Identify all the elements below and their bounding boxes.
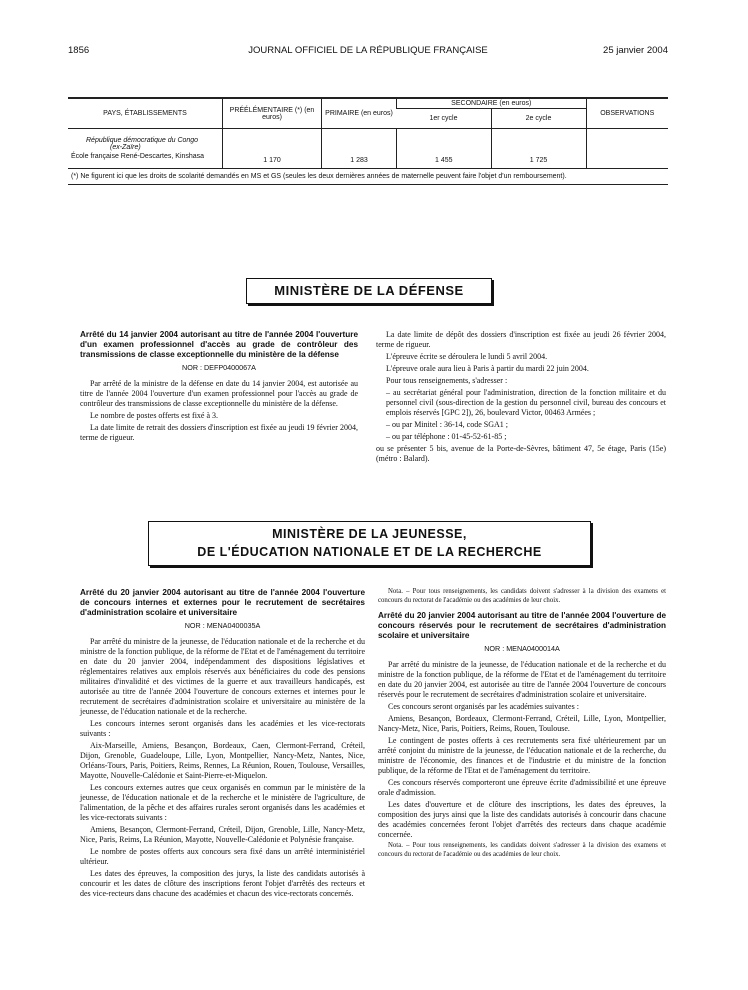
- paragraph: Le nombre de postes offerts est fixé à 3.: [90, 411, 219, 420]
- col-cycle1-header: 1er cycle: [429, 115, 458, 122]
- page-number: 1856: [68, 45, 90, 56]
- ministry-education-heading: [148, 521, 591, 566]
- table-footnote: (*) Ne figurent ici que les droits de scolarité demandés en MS et GS (seules les deux dernières années de maternelle peuvent faire l'objet d'un remboursement).: [68, 169, 668, 185]
- arrete-defense-left: [80, 330, 358, 445]
- paragraph: Amiens, Besançon, Bordeaux, Clermont-Ferrand, Créteil, Lille, Lyon, Montpellier, Nancy-Metz, Nice, Paris, Poitiers, Reims, Rouen, Toulouse.: [378, 714, 666, 733]
- arrete-sasu-left: [80, 588, 365, 901]
- col-country-header: PAYS, ÉTABLISSEMENTS: [68, 98, 223, 129]
- ministry-defense-heading: MINISTÈRE DE LA DÉFENSE: [246, 278, 492, 304]
- paragraph: Les concours internes seront organisés dans les académies et les vice-rectorats suivants :: [80, 719, 365, 738]
- paragraph: La date limite de retrait des dossiers d'inscription est fixée au jeudi 19 février 2004, terme de rigueur.: [80, 423, 358, 442]
- paragraph: Aix-Marseille, Amiens, Besançon, Bordeaux, Caen, Clermont-Ferrand, Créteil, Dijon, Grenoble, Guadeloupe, Lille, Lyon, Montpellier, Nancy-Metz, Nantes, Nice, Orléans-Tours, Paris, Poitiers, Reims, Rennes, La Réunion, Rouen, Toulouse, Versailles, Mayotte, Nouvelle-Calédonie et Saint-Pierre-et-Miquelon.: [80, 741, 365, 780]
- paragraph: L'épreuve orale aura lieu à Paris à partir du mardi 22 juin 2004.: [386, 364, 589, 373]
- cycle1-value: 1 455: [397, 152, 492, 169]
- observations-value: [586, 152, 668, 169]
- arrete-reserves-right: [378, 588, 666, 861]
- school-name: École française René-Descartes, Kinshasa: [68, 152, 223, 169]
- cycle2-value: 1 725: [491, 152, 586, 169]
- paragraph: ou se présenter 5 bis, avenue de la Porte-de-Sèvres, bâtiment 47, 5e étage, Paris (15e) (métro : Balard).: [376, 444, 666, 463]
- page-header: [68, 45, 668, 61]
- paragraph: Par arrêté du ministre de la jeunesse, de l'éducation nationale et de la recherche et du ministre de la fonction publique, de la réforme de l'Etat et de l'aménagement du territoire en date du 20 janvier 2004, est autorisée au titre de l'année 2004 l'ouverture de concours réservés pour le recrutement de secrétaires d'administration scolaire et universitaire.: [378, 660, 666, 699]
- paragraph: Les dates des épreuves, la composition des jurys, la liste des candidats autorisés à concourir et les dates de clôture des inscriptions feront l'objet d'arrêtés des recteurs et des vice-recteurs dans chacune des académies et chacun des vice-rectorats concernés.: [80, 869, 365, 898]
- contact-item: – au secrétariat général pour l'administration, direction de la fonction militaire et du personnel civil (sous-direction de la gestion du personnel civil, bureau des concours et emplois réservés [GPC 2]), 26, boulevard Victor, 00463 Armées ;: [386, 388, 666, 417]
- col-observations-header: OBSERVATIONS: [586, 98, 668, 129]
- arrete-sasu-title: Arrêté du 20 janvier 2004 autorisant au titre de l'année 2004 l'ouverture de concours internes et externes pour le recrutement de secrétaires d'administration scolaire et universitaire: [80, 588, 365, 617]
- arrete-reserves-title: Arrêté du 20 janvier 2004 autorisant au titre de l'année 2004 l'ouverture de concours réservés pour le recrutement de secrétaires d'administration scolaire et universitaire: [378, 611, 666, 640]
- contact-item: – ou par téléphone : 01-45-52-61-85 ;: [386, 432, 507, 441]
- paragraph: La date limite de dépôt des dossiers d'inscription est fixée au jeudi 26 février 2004, terme de rigueur.: [376, 330, 666, 349]
- fee-table: [68, 97, 668, 185]
- paragraph: L'épreuve écrite se déroulera le lundi 5 avril 2004.: [386, 352, 548, 361]
- col-secondaire-header: SECONDAIRE (en euros): [397, 98, 587, 109]
- contact-item: – ou par Minitel : 36-14, code SGA1 ;: [386, 420, 508, 429]
- paragraph: Les dates d'ouverture et de clôture des inscriptions, les dates des épreuves, la composition des jurys ainsi que la liste des candidats autorisés à concourir dans chacune des académies concernées feront l'objet d'arrêtés des recteurs dans chaque académie concernée.: [378, 800, 666, 839]
- paragraph: Ces concours réservés comporteront une épreuve écrite d'admissibilité et une épreuve orale d'admission.: [378, 778, 666, 797]
- arrete-defense-title: Arrêté du 14 janvier 2004 autorisant au titre de l'année 2004 l'ouverture d'un examen professionnel d'accès au grade de contrôleur des transmissions de classe exceptionnelle du ministère de la défense: [80, 330, 358, 359]
- issue-date: 25 janvier 2004: [603, 45, 668, 56]
- arrete-defense-nor: NOR : DEFP0400067A: [182, 363, 256, 372]
- paragraph: Le nombre de postes offerts aux concours sera fixé dans un arrêté interministériel ultérieur.: [80, 847, 365, 866]
- nota-reserves: Nota. – Pour tous renseignements, les candidats doivent s'adresser à la division des examens et concours du rectorat de l'académie ou des académies de leur choix.: [378, 842, 666, 858]
- paragraph: Les concours externes autres que ceux organisés en commun par le ministère de la jeunesse, de l'éducation nationale et de la recherche et le ministère de l'agriculture, de l'alimentation, de la pêche et des affaires rurales seront organisés dans les académies et les vice-rectorats suivants :: [80, 783, 365, 822]
- arrete-defense-right: [376, 330, 666, 466]
- paragraph: Amiens, Besançon, Clermont-Ferrand, Créteil, Dijon, Grenoble, Lille, Nancy-Metz, Nice, Paris, Reims, La Réunion, Mayotte, Nouvelle-Calédonie et Polynésie française.: [80, 825, 365, 844]
- paragraph: Le contingent de postes offerts à ces recrutements sera fixé ultérieurement par un arrêté conjoint du ministre de la jeunesse, de l'éducation nationale et de la recherche, du ministre de l'économie, des finances et de l'industrie et du ministre de la fonction publique, de la réforme de l'Etat et de l'aménagement du territoire.: [378, 736, 666, 775]
- paragraph: Par arrêté du ministre de la jeunesse, de l'éducation nationale et de la recherche et du ministre de la fonction publique, de la réforme de l'Etat et de l'aménagement du territoire en date du 20 janvier 2004, indépendamment des dispositions législatives et réglementaires relatives aux emplois réservés aux bénéficiaires du code des pensions militaires d'invalidité et des victimes de la guerre et aux travailleurs handicapés, est autorisée au titre de l'année 2004 l'ouverture de concours externes et internes pour le recrutement de secrétaires d'administration scolaire et universitaire au ministère de la jeunesse, de l'éducation nationale et de la recherche.: [80, 637, 365, 716]
- arrete-reserves-nor: NOR : MENA0400014A: [484, 644, 560, 653]
- preelementaire-value: 1 170: [223, 152, 322, 169]
- paragraph: Ces concours seront organisés par les académies suivantes :: [388, 702, 579, 711]
- country-name: République démocratique du Congo (ex-Zaïre): [86, 137, 199, 151]
- col-preelementaire-header: PRÉÉLÉMENTAIRE (*) (en euros): [223, 98, 322, 129]
- ministry-education-line2: DE L'ÉDUCATION NATIONALE ET DE LA RECHERCHE: [197, 545, 542, 559]
- nota-sasu: Nota. – Pour tous renseignements, les candidats doivent s'adresser à la division des examens et concours du rectorat de l'académie ou des académies de leur choix.: [378, 588, 666, 604]
- arrete-sasu-nor: NOR : MENA0400035A: [184, 621, 261, 630]
- col-cycle2-header: 2e cycle: [491, 109, 586, 129]
- primaire-value: 1 283: [322, 152, 397, 169]
- paragraph: Pour tous renseignements, s'adresser :: [386, 376, 508, 385]
- journal-title: JOURNAL OFFICIEL DE LA RÉPUBLIQUE FRANÇAISE: [248, 45, 488, 56]
- col-primaire-header: PRIMAIRE (en euros): [322, 98, 397, 129]
- ministry-education-line1: MINISTÈRE DE LA JEUNESSE,: [272, 527, 467, 541]
- paragraph: Par arrêté de la ministre de la défense en date du 14 janvier 2004, est autorisée au titre de l'année 2004 l'ouverture d'un examen professionnel pour l'accès au grade de contrôleur des transmissions de classe exceptionnelle du ministère de la défense.: [80, 379, 358, 408]
